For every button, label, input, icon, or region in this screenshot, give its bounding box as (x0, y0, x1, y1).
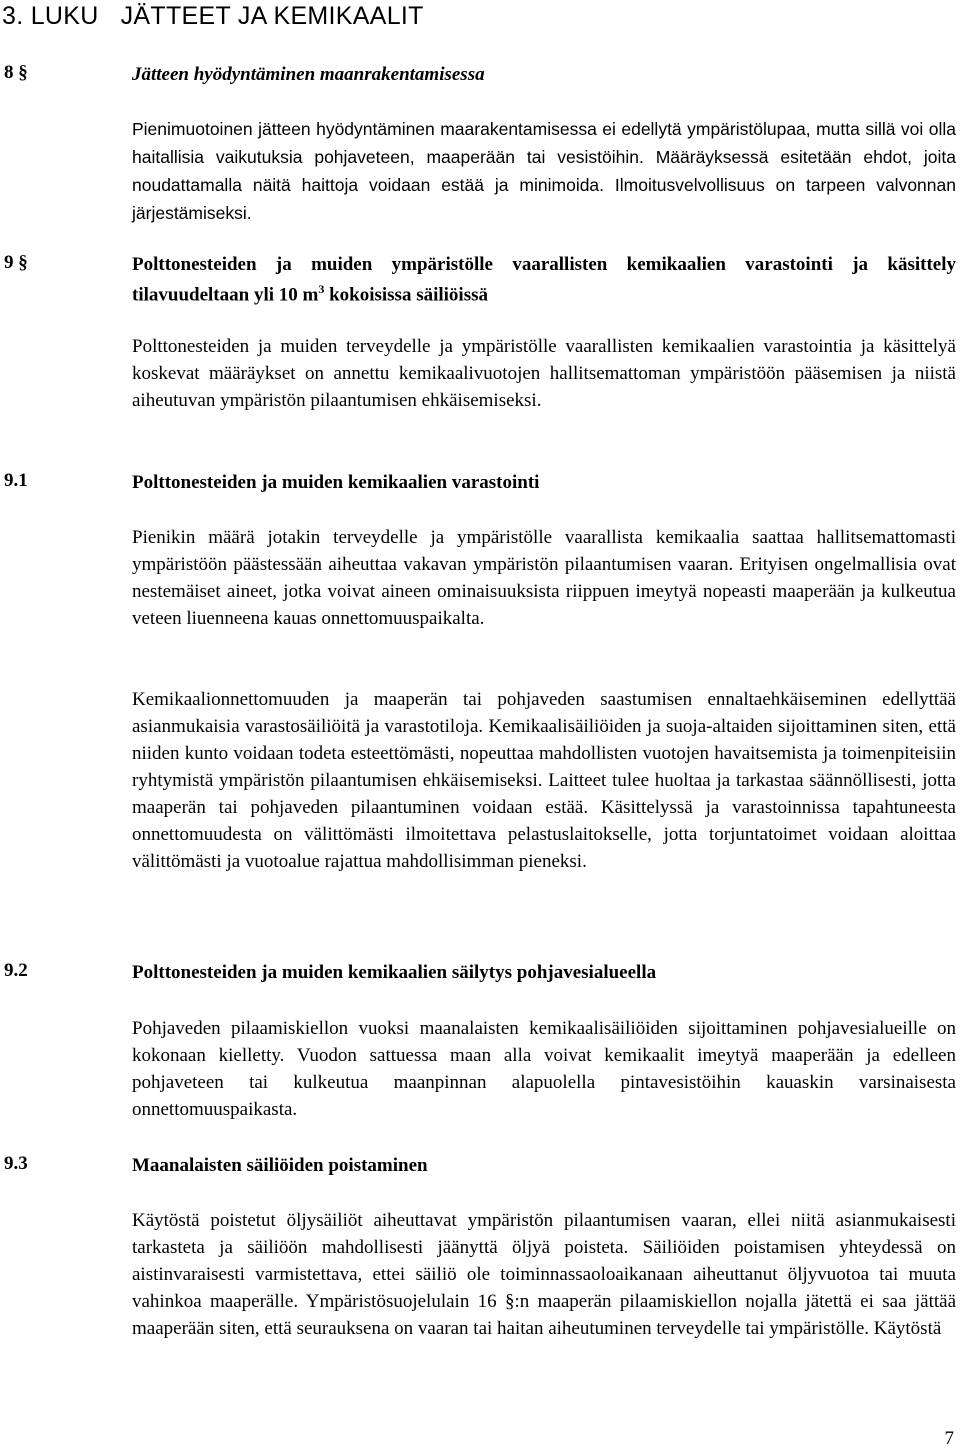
chapter-number: 3. LUKU (2, 2, 99, 30)
section-9-3-paragraph: Käytöstä poistetut öljysäiliöt aiheuttavat ympäristön pilaantumisen vaaran, ellei niitä asianmukaisesti tarkasteta ja säiliöön mahdollisesti jäänyttä öljyä poisteta. Säiliöiden poistamisen yhteydessä on aistinvaraisesti varmistettava, ettei säiliö ole toiminnassaoloaikanaan aiheuttanut öljyvuotoa tai muuta vahinkoa maaperälle. Ympäristösuojelulain 16 §:n maaperän pilaamiskiellon nojalla jätettä ei saa jättää maaperään siten, että seurauksena on vaaran tai haitan aiheutuminen terveydelle tai ympäristölle. Käytöstä (132, 1210, 956, 1339)
chapter-heading (2, 2, 424, 31)
section-number: 9.3 (4, 1153, 28, 1174)
section-9-2-paragraph: Pohjaveden pilaamiskiellon vuoksi maanalaisten kemikaalisäiliöiden sijoittaminen pohjavesialueille on kokonaan kielletty. Vuodon sattuessa maan alla voivat kemikaalit imeytyä maaperään ja edelleen pohjaveteen tai kulkeutua maanpinnan alapuolella pintavesistöihin kauaskin varsinaisesta onnettomuuspaikasta. (132, 1018, 956, 1120)
section-9-1-paragraph-1: Pienikin määrä jotakin terveydelle ja ympäristölle vaarallista kemikaalia saattaa hallitsemattomasti ympäristöön päästessään aiheuttaa vakavan ympäristön pilaantumisen vaaran. Erityisen ongelmallisia ovat nestemäiset aineet, jotka voivat aineen ominaisuuksista riippuen imeytyä nopeasti maaperään ja kulkeutua veteen liuenneena kauas onnettomuuspaikalta. (132, 527, 956, 629)
section-number: 9.1 (4, 470, 28, 491)
chapter-title: JÄTTEET JA KEMIKAALIT (120, 2, 424, 30)
section-title: Polttonesteiden ja muiden kemikaalien varastointi (132, 472, 540, 493)
section-title (132, 252, 956, 307)
section-title-text-end: kokoisissa säiliöissä (324, 284, 488, 306)
section-8-paragraph: Pienimuotoinen jätteen hyödyntäminen maarakentamisessa ei edellytä ympäristölupaa, mutta sillä voi olla haitallisia vaikutuksia pohjaveteen, maaperään tai vesistöihin. Määräyksessä esitetään ehdot, joita noudattamalla näitä haittoja voidaan estää ja minimoida. Ilmoitusvelvollisuus on tarpeen valvonnan järjestämiseksi. (132, 119, 956, 223)
page-number: 7 (944, 1428, 954, 1449)
section-9-1-paragraph-2: Kemikaalionnettomuuden ja maaperän tai pohjaveden saastumisen ennaltaehkäiseminen edellyttää asianmukaisia varastosäiliöitä ja varastotiloja. Kemikaalisäiliöiden ja suoja-altaiden sijoittaminen siten, että niiden kunto voidaan todeta esteettömästi, nopeuttaa mahdollisten vuotojen havaitsemista ja toimenpiteisiin ryhtymistä ympäristön pilaantumisen ehkäisemiseksi. Laitteet tulee huoltaa ja tarkastaa säännöllisesti, jotta maaperän tai pohjaveden pilaantuminen voidaan estää. Käsittelyssä ja varastoinnissa tapahtuneesta onnettomuudesta on välittömästi ilmoitettava pelastuslaitokselle, jotta torjuntatoimet voidaan aloittaa välittömästi ja vuotoalue rajattua mahdollisimman pieneksi. (132, 689, 956, 872)
section-title-superscript: 3 (318, 282, 325, 296)
section-title-text: Polttonesteiden ja muiden ympäristölle vaarallisten kemikaalien varastointi ja käsittely tilavuudeltaan yli 10 m (132, 254, 956, 306)
section-number: 9.2 (4, 960, 28, 981)
section-title: Polttonesteiden ja muiden kemikaalien säilytys pohjavesialueella (132, 962, 657, 983)
section-number: 8 § (4, 62, 28, 83)
section-9-paragraph: Polttonesteiden ja muiden terveydelle ja ympäristölle vaarallisten kemikaalien varastointia ja käsittelyä koskevat määräykset on annettu kemikaalivuotojen hallitsemattoman ympäristöön pääsemisen ja niistä aiheutuvan ympäristön pilaantumisen ehkäisemiseksi. (132, 336, 956, 411)
section-title: Maanalaisten säiliöiden poistaminen (132, 1155, 428, 1176)
section-number: 9 § (4, 252, 28, 273)
section-title: Jätteen hyödyntäminen maanrakentamisessa (132, 64, 485, 85)
